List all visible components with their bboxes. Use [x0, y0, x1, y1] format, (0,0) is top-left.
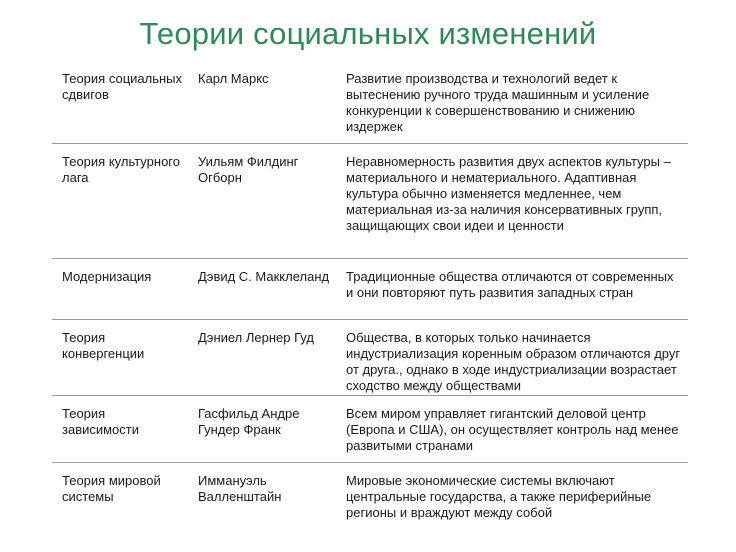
- theory-name: Модернизация: [52, 259, 188, 320]
- theory-author: Гасфильд Андре Гундер Франк: [188, 396, 336, 463]
- theories-table: [52, 62, 688, 525]
- theory-author: Карл Маркс: [188, 62, 336, 144]
- theory-author: Дэвид С. Макклеланд: [188, 259, 336, 320]
- table-row: [52, 396, 688, 463]
- table-row: [52, 320, 688, 396]
- theory-description: Развитие производства и технологий ведет к вытеснению ручного труда машинным и усиление конкуренции к совершенствованию и снижению издержек: [336, 62, 688, 144]
- theory-name: Теория зависимости: [52, 396, 188, 463]
- theory-description: Традиционные общества отличаются от современных и они повторяют путь развития западных стран: [336, 259, 688, 320]
- theory-description: Общества, в которых только начинается индустриализация коренным образом отличаются друг от друга., однако в ходе индустриализации возрастает сходство между обществами: [336, 320, 688, 396]
- theory-author: Дэниел Лернер Гуд: [188, 320, 336, 396]
- table-row: [52, 463, 688, 526]
- table-row: [52, 62, 688, 144]
- theory-name: Теория социальных сдвигов: [52, 62, 188, 144]
- theory-author: Иммануэль Валленштайн: [198, 473, 282, 504]
- theory-name: Теория мировой системы: [62, 473, 161, 504]
- theory-author: Уильям Филдинг Огборн: [188, 144, 336, 259]
- slide-title: Теории социальных изменений: [139, 16, 597, 51]
- theory-name: Теория конвергенции: [52, 320, 188, 396]
- table-row: [52, 259, 688, 320]
- theory-description: Мировые экономические системы включают центральные государства, а также периферийные регионы и враждуют между собой: [346, 473, 652, 520]
- theory-description: Неравномерность развития двух аспектов культуры – материального и нематериального. Адаптивная культура обычно изменяется медленнее, чем материальная из-за наличия консервативных групп, защищающих свои идеи и ценности: [336, 144, 688, 259]
- theory-description: Всем миром управляет гигантский деловой центр (Европа и США), он осуществляет контроль над менее развитыми странами: [336, 396, 688, 463]
- theory-name: Теория культурного лага: [52, 144, 188, 259]
- table-row: [52, 144, 688, 259]
